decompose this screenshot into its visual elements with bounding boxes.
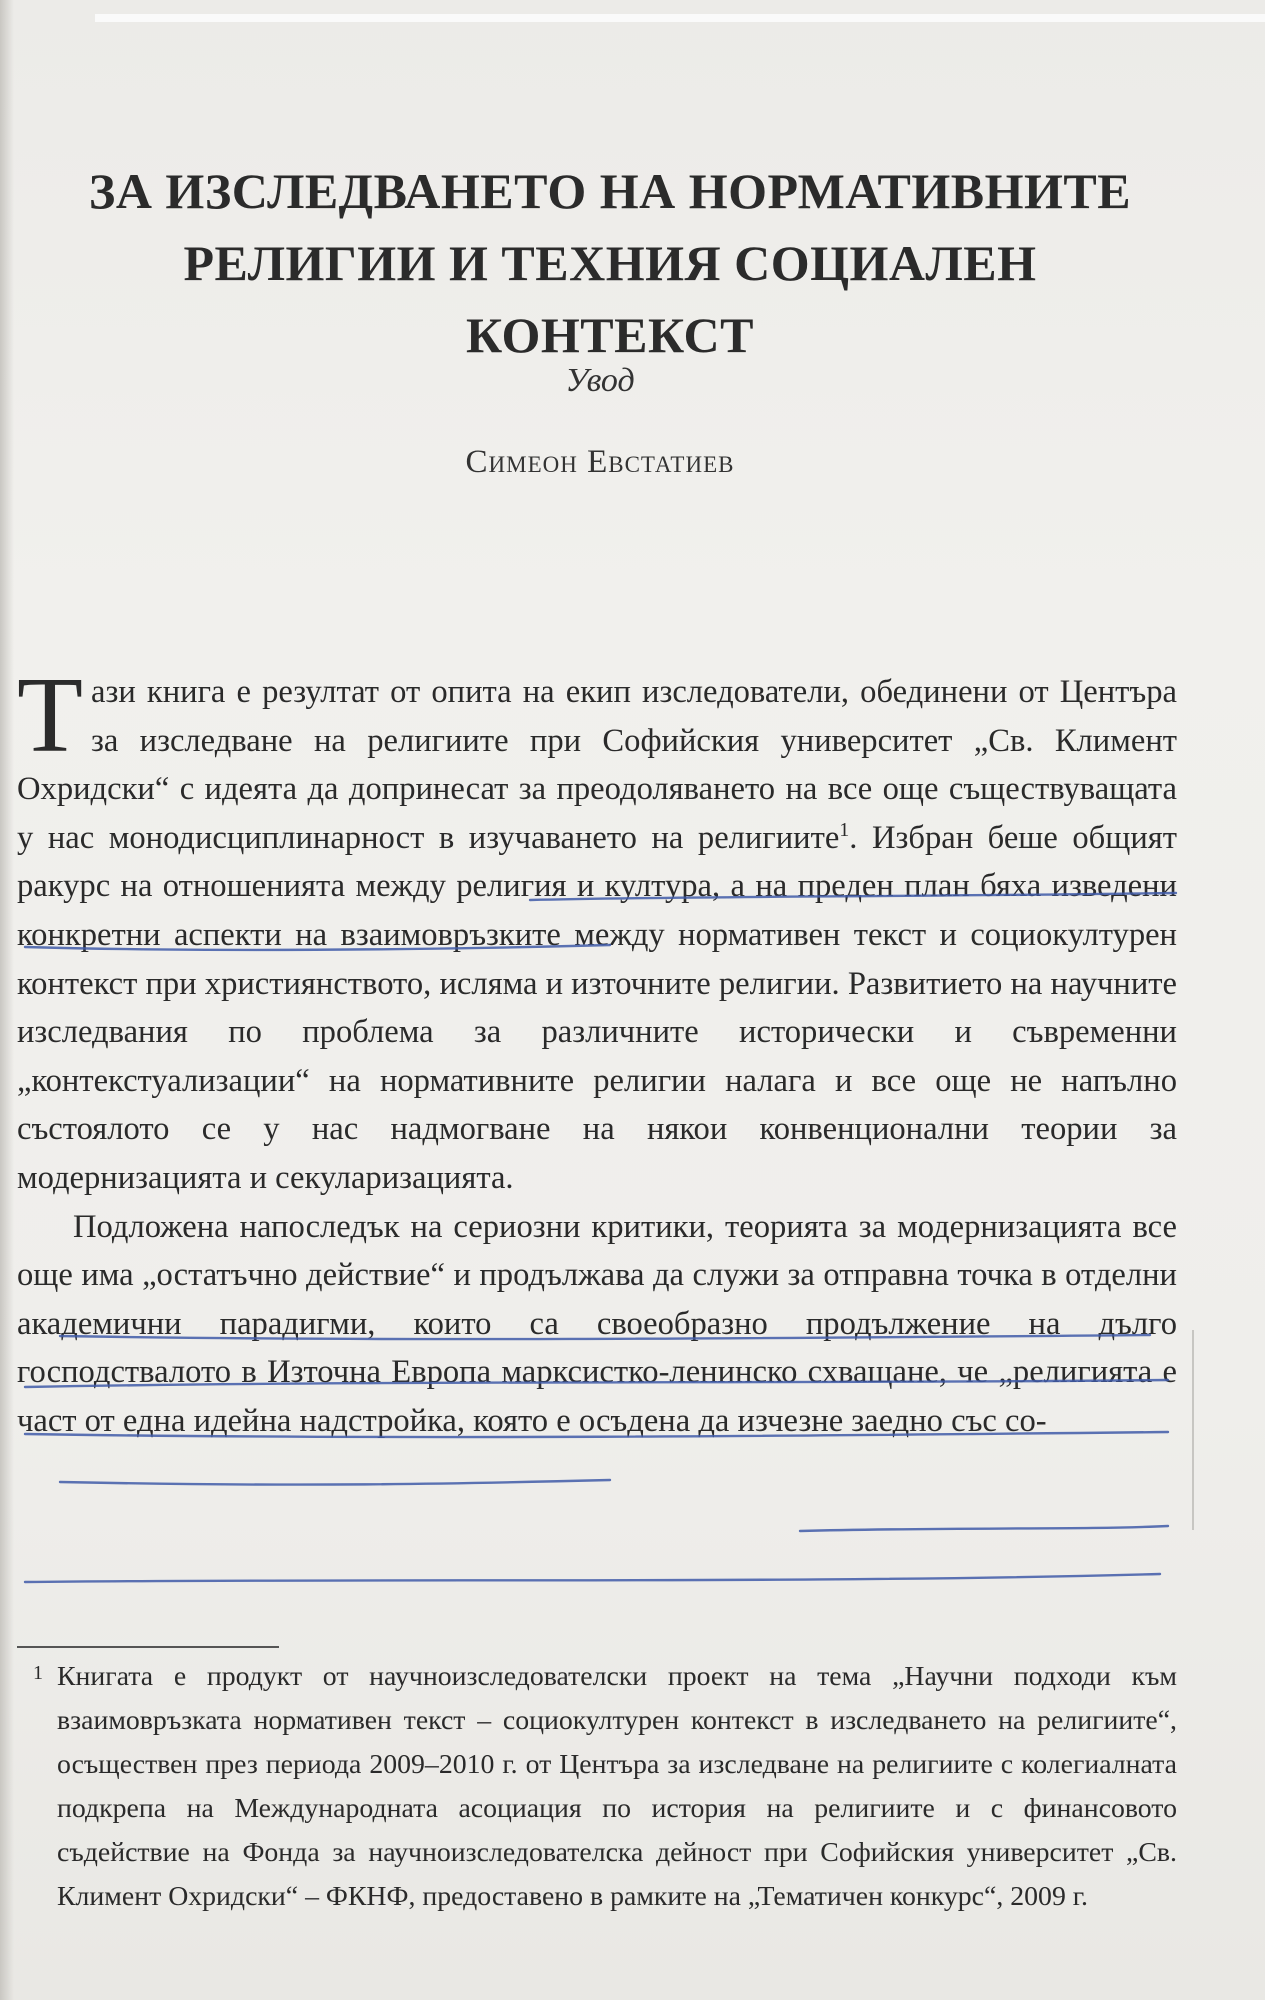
chapter-title-line-1: ЗА ИЗСЛЕДВАНЕТО НА НОРМАТИВНИТЕ: [88, 163, 1132, 219]
page-crease: [1192, 1330, 1194, 1530]
chapter-subtitle: Увод: [565, 362, 635, 399]
footnote-reference: 1: [839, 818, 850, 841]
paragraph-1-text-a: ази книга е резултат от опита на екип изследователи, обединени от Центъра за изследване на религиите при Софийския университет „Св. Климент Охридски“ с идеята да допринесат за преодоляването на все още съществуващата у нас монодисциплинарност в изучаването на религиите: [17, 674, 1177, 856]
paragraph-2: Подложена напоследък на сериозни критики, теорията за модернизацията все още има „остатъчно действие“ и продължава да служи за отправна точка в отделни академични парадигми, които са своеобразно продължение на дълго господствалото в Източна Европа марксистко-ленинско схващане, че „религията е част от една идейна надстройка, която е осъдена да изчезне заедно със со-: [17, 1208, 1177, 1439]
pen-underline: [25, 1574, 1160, 1582]
paragraph-1: [17, 656, 1177, 1203]
footnote: [17, 1655, 1177, 1919]
author-name: Симеон Евстатиев: [465, 444, 735, 480]
chapter-title-line-2: РЕЛИГИИ И ТЕХНИЯ СОЦИАЛЕН КОНТЕКСТ: [183, 235, 1037, 363]
paragraph-1-text-b: . Избран беше общият ракурс на отношенията между религия и култура, а на преден план бяха изведени конкретни аспекти на взаимовръзките между нормативен текст и социокултурен контекст при християнството, исляма и източните религии. Развитието на научните изследвания по проблема за различните исторически и съвременни „контекстуализации“ на нормативните религии налага и все още не напълно състоялото се у нас надмогване на някои конвенционални теории за модернизацията и секуларизацията.: [17, 819, 1177, 1196]
drop-cap: Т: [17, 656, 83, 775]
pen-underline: [60, 1480, 610, 1485]
body-text: [17, 656, 1177, 1446]
page-edge: [95, 14, 1265, 22]
binding-shadow: [0, 0, 14, 2000]
footnote-rule: [17, 1646, 279, 1648]
pen-underline: [800, 1526, 1168, 1531]
chapter-title: [60, 155, 1160, 371]
footnote-number: 1: [33, 1662, 43, 1684]
footnote-text: Книгата е продукт от научноизследователски проект на тема „Научни подходи към взаимовръзката нормативен текст – социокултурен контекст в изследването на религиите“, осъществен през периода 2009–2010 г. от Центъра за изследване на религиите с колегиалната подкрепа на Международната асоциация по история на религиите и с финансовото съдействие на Фонда за научноизследователска дейност при Софийския университет „Св. Климент Охридски“ – ФКНФ, предоставено в рамките на „Тематичен конкурс“, 2009 г.: [57, 1661, 1177, 1912]
